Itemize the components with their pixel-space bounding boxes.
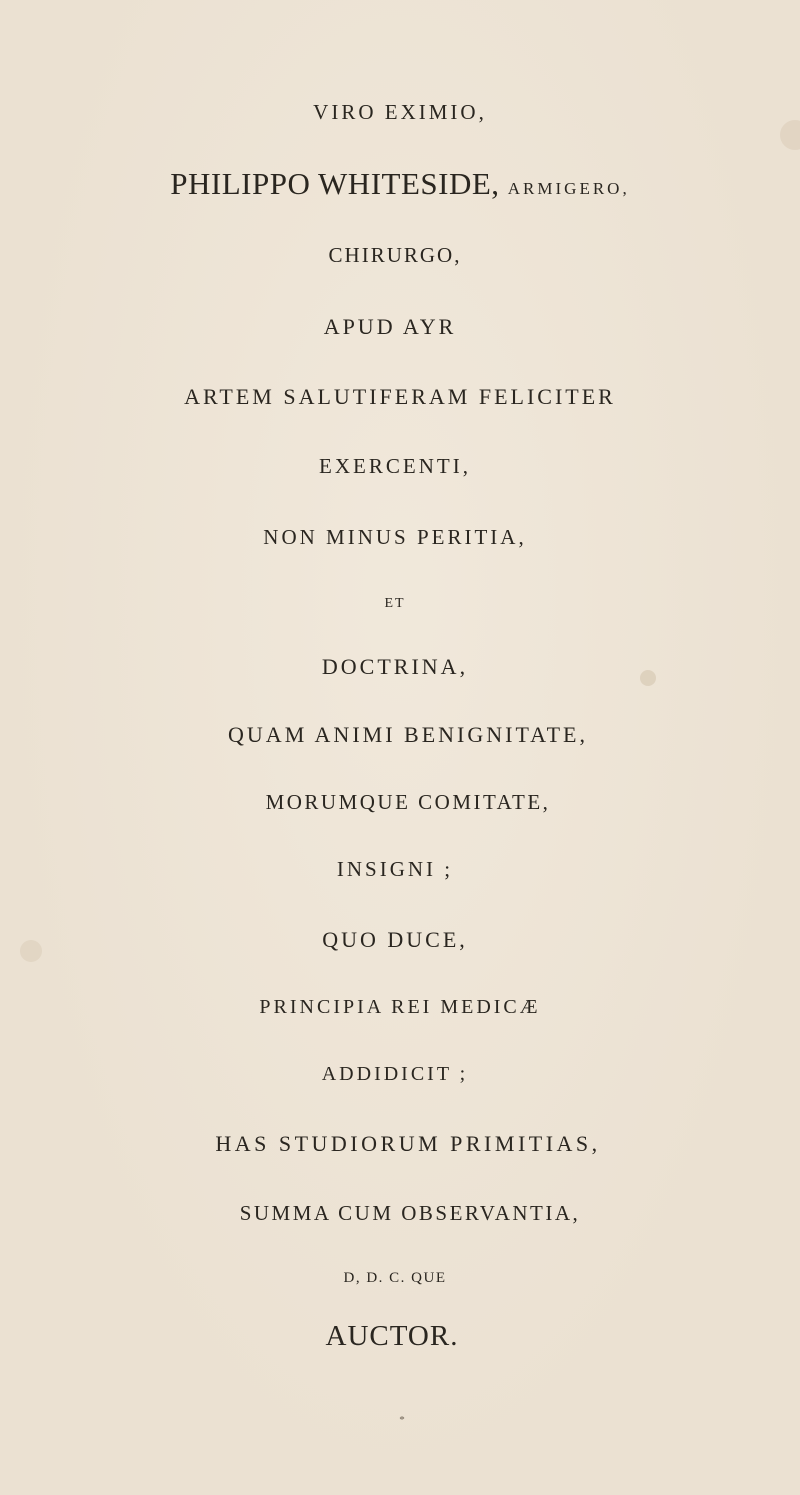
dedication-line-addidicit: ADDIDICIT ; bbox=[321, 1063, 469, 1085]
dedication-line-viro: VIRO EXIMIO, bbox=[313, 100, 487, 124]
dedication-line-exercenti: EXERCENTI, bbox=[319, 454, 471, 478]
signature-mark: * bbox=[399, 1414, 405, 1426]
dedication-line-insigni: INSIGNI ; bbox=[336, 857, 454, 881]
dedicatee-title: ARMIGERO, bbox=[507, 179, 630, 198]
paper-stain bbox=[780, 120, 800, 150]
dedication-line-quam: QUAM ANIMI BENIGNITATE, bbox=[228, 722, 588, 747]
dedication-line-quo-duce: QUO DUCE, bbox=[322, 927, 468, 952]
dedication-line-doctrina: DOCTRINA, bbox=[321, 654, 469, 679]
dedication-line-ddcque: D, D. C. QUE bbox=[343, 1270, 447, 1286]
dedication-line-non-minus: NON MINUS PERITIA, bbox=[263, 525, 527, 549]
dedication-line-artem: ARTEM SALUTIFERAM FELICITER bbox=[184, 384, 616, 409]
dedication-line-has-studiorum: HAS STUDIORUM PRIMITIAS, bbox=[215, 1131, 601, 1156]
dedicatee-name: PHILIPPO WHITESIDE, bbox=[170, 166, 500, 201]
dedication-line-et: ET bbox=[384, 596, 406, 611]
dedication-line-chirurgo: CHIRURGO, bbox=[328, 243, 462, 267]
dedication-line-summa: SUMMA CUM OBSERVANTIA, bbox=[239, 1201, 581, 1225]
dedication-line-name bbox=[0, 168, 800, 199]
dedication-line-morumque: MORUMQUE COMITATE, bbox=[265, 790, 551, 814]
dedication-line-apud: APUD AYR bbox=[323, 314, 457, 339]
dedication-line-auctor: AUCTOR. bbox=[325, 1320, 459, 1352]
dedication-line-principia: PRINCIPIA REI MEDICÆ bbox=[259, 996, 541, 1018]
